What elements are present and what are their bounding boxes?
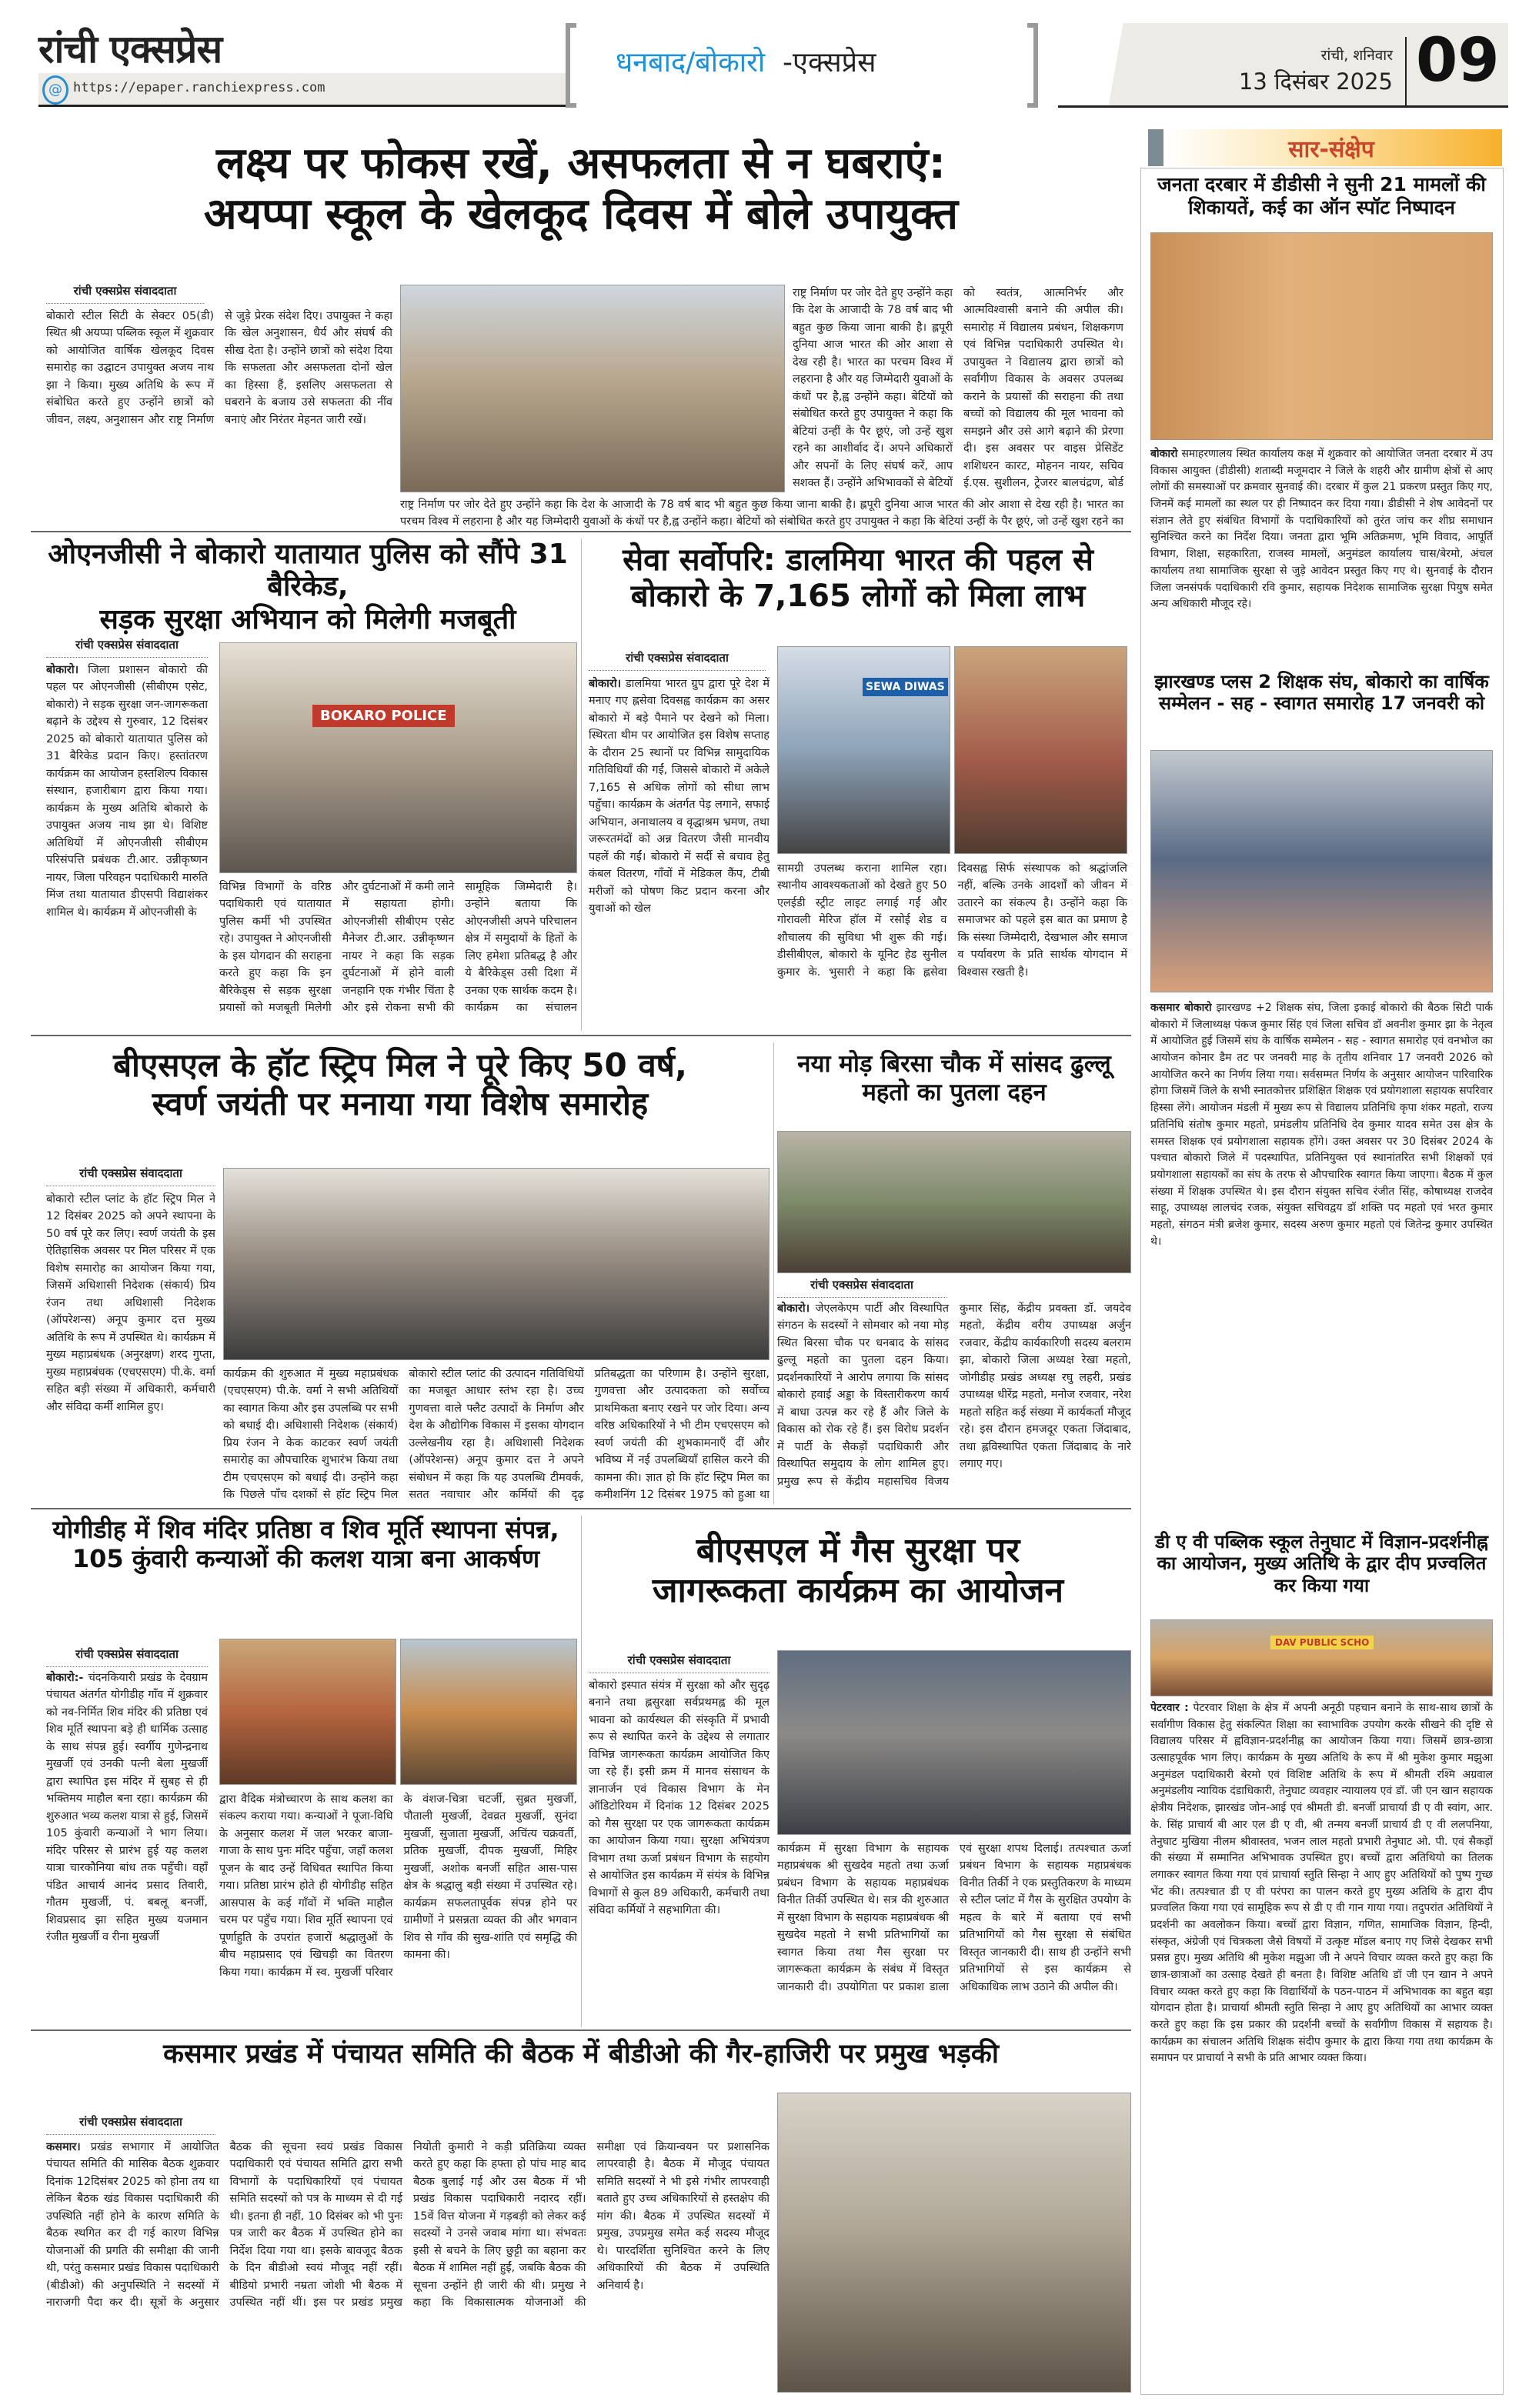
yogidih-byline: रांची एक्सप्रेस संवाददाता — [46, 1646, 208, 1667]
ongc-headline-line1: ओएनजीसी ने बोकारो यातायात पुलिस को सौंपे 31 बैरिकेड, — [48, 539, 568, 603]
sidebar-title: सार-संक्षेप — [1288, 136, 1374, 163]
kasmar-body — [46, 2139, 770, 2396]
divider — [773, 1042, 774, 1504]
ongc-body-2: विभिन्न विभागों के वरिष्ठ पदाधिकारी एवं यातायात पुलिस कर्मी भी उपस्थित रहे। उपायुक्त ने ओएनजीसी के इस योगदान की सराहना करते हुए कहा कि इन बैरिकेड्स से सड़क सुरक्षा प्रयासों को मजबूती मिलेगी और दुर्घटनाओं में कमी लाने में सहायता होगी। ओएनजीसी सीबीएम एसेट मैनेजर टी.आर. उन्नीकृष्णन नायर ने कहा कि सड़क दुर्घटनाओं में होने वाली जनहानि एक गंभीर चिंता है और इसे रोकना सभी की सामूहिक जिम्मेदारी है। उन्होंने बताया कि ओएनजीसी अपने परिचालन क्षेत्र में समुदायों के हितों के लिए हमेशा प्रतिबद्ध है और ये बैरिकेड्स उसी दिशा में उनका एक सार्थक कदम है। कार्यक्रम का संचालन — [219, 881, 577, 1015]
dateline: बोकारो। — [777, 1302, 810, 1315]
nayamod-byline: रांची एक्सप्रेस संवाददाता — [777, 1277, 946, 1298]
divider — [1405, 37, 1407, 106]
yogidih-headline-line2: 105 कुंवारी कन्याओं की कलश यात्रा बना आकर्षण — [72, 1543, 540, 1573]
lead-photo — [400, 285, 785, 492]
hotstrip-headline-line2: स्वर्ण जयंती पर मनाया गया विशेष समारोह — [152, 1084, 649, 1122]
sidebar-story3-photo — [1150, 1619, 1493, 1696]
hotstrip-photo — [223, 1168, 770, 1360]
section-title — [616, 42, 876, 80]
kasmar-byline: रांची एक्सप्रेस संवाददाता — [46, 2114, 215, 2135]
ongc-body-1 — [46, 662, 208, 1023]
lead-headline-line1: लक्ष्य पर फोकस रखें, असफलता से न घबराएं: — [215, 138, 946, 188]
lead-headline-line2: अयप्पा स्कूल के खेलकूद दिवस में बोले उपायुक्त — [203, 189, 959, 240]
section-suffix: -एक्सप्रेस — [783, 47, 876, 78]
yogidih-body-text: चंदनकियारी प्रखंड के देवग्राम पंचायत अंतर्गत योगीडीह गाँव में शुक्रवार को नव-निर्मित शिव मंदिर की प्रतिष्ठा एवं शिव मूर्ति स्थापना बड़े ही धार्मिक उत्साह के साथ संपन्न हुई। स्वर्गीय गुणेन्द्रनाथ मुखर्जी एवं उनकी पत्नी बेला मुखर्जी द्वारा स्थापित इस मंदिर में सुबह से ही भक्तिमय माहौल बना रहा। कार्यक्रम की शुरुआत भव्य कलश यात्रा से हुई, जिसमें 105 कुंवारी कन्याओं ने भाग लिया। मंदिर परिसर से प्रारंभ हुई यह कलश यात्रा चारकौनिया बांध तक पहुँची। वहाँ पंडित आचार्य आनंद प्रसाद तिवारी, गौतम मुखर्जी, पं. बबलू बनर्जी, शिवप्रसाद झा सहित मुख्य यजमान रंजीत मुखर्जी व रीना मुखर्जी — [46, 1672, 208, 1944]
bslgas-headline-line1: बीएसएल में गैस सुरक्षा पर — [696, 1531, 1020, 1570]
sidebar-story1-headline: जनता दरबार में डीडीसी ने सुनी 21 मामलों की शिकायतें, कई का ऑन स्पॉट निष्पादन — [1157, 173, 1486, 218]
hotstrip-body-2: कार्यक्रम की शुरुआत में मुख्य महाप्रबंधक (एचएसएम) पी.के. वर्मा ने सभी अतिथियों का स्वागत किया और इस उपलब्धि पर सभी को बधाई दी। अधिशासी निदेशक (संकार्य) प्रिय रंजन ने केक काटकर स्वर्ण जयंती समारोह का औपचारिक शुभारंभ किया तथा टीम एचएसएम को बधाई दी। उन्होंने कहा कि पिछले पाँच दशकों से हॉट स्ट्रिप मिल बोकारो स्टील प्लांट की उत्पादन गतिविधियों का मजबूत आधार स्तंभ रहा है। उच्च गुणवत्ता वाले फ्लैट उत्पादों के निर्माण और देश के औद्योगिक विकास में इसका योगदान उल्लेखनीय रहा है। अधिशासी निदेशक (ऑपरेशन्स) अनूप कुमार दत्त ने अपने संबोधन में कहा कि यह उपलब्धि टीमवर्क, सतत नवाचार और कर्मियों की दृढ़ प्रतिबद्धता का परिणाम है। उन्होंने सुरक्षा, गुणवत्ता और उत्पादकता को सर्वोच्च प्राथमिकता बनाए रखने पर जोर दिया। अन्य वरिष्ठ अधिकारियों ने भी टीम एचएसएम को स्वर्ण जयंती की शुभकामनाएँ दीं और भविष्य में नई उपलब्धियाँ हासिल करने की कामना की। ज्ञात हो कि हॉट स्ट्रिप मिल का कमीशनिंग 12 दिसंबर 1975 को हुआ था — [223, 1368, 770, 1502]
bracket-left — [566, 23, 576, 108]
lead-byline: रांची एक्सप्रेस संवाददाता — [46, 283, 204, 304]
divider — [31, 1035, 1131, 1036]
yogidih-body-1 — [46, 1669, 208, 2023]
dalmia-photo-2 — [954, 646, 1127, 854]
photo-banner: BOKARO POLICE — [312, 705, 455, 727]
sidebar-story1-photo — [1150, 232, 1493, 440]
ongc-photo — [219, 642, 577, 873]
issue-date: 13 दिसंबर 2025 — [1238, 68, 1393, 95]
photo-banner: SEWA DIWAS — [863, 678, 948, 696]
city-day: रांची, शनिवार — [1320, 47, 1393, 64]
dateline: बोकारो। — [589, 678, 622, 690]
divider — [31, 2029, 1131, 2031]
dalmia-headline — [585, 542, 1131, 615]
ongc-headline-line2: सड़क सुरक्षा अभियान को मिलेगी मजबूती — [99, 603, 516, 635]
bslgas-byline: रांची एक्सप्रेस संवाददाता — [589, 1653, 770, 1673]
divider — [31, 531, 1131, 532]
lead-body-1: बोकारो स्टील सिटी के सेक्टर 05(डी) स्थित श्री अयप्पा पब्लिक स्कूल में शुक्रवार को आयोजित वार्षिक खेलकूद दिवस समारोह का उद्घाटन उपायुक्त अजय नाथ झा ने किया। मुख्य अतिथि के रूप में संबोधित करते हुए उन्होंने छात्रों को जीवन, लक्ष्य, अनुशासन और राष्ट्र निर्माण से जुड़े प्रेरक संदेश दिए। उपायुक्त ने कहा कि खेल अनुशासन, धैर्य और संघर्ष की सीख देता है। उन्होंने छात्रों को संदेश दिया कि सफलता और असफलता दोनों खेल का हिस्सा हैं, इसलिए असफलता से घबराने के बजाय उसे सफलता की नींव बनाएं और निरंतर मेहनत जारी रखें। — [46, 310, 392, 426]
sidebar-story1-text: समाहरणालय स्थित कार्यालय कक्ष में शुक्रवार को आयोजित जनता दरबार में उप विकास आयुक्त (डीडीसी) शताब्दी मजूमदार ने जिले के शहरी और ग्रामीण क्षेत्रों से आए लोगों की समस्याओं पर क्रमवार सुनवाई की। दरबार में कुल 21 प्रकरण प्रस्तुत किए गए, जिनमें कई मामलों का स्थल पर ही निष्पादन कर दिया गया। डीडीसी ने शेष आवेदनों पर संज्ञान लेते हुए संबंधित विभागों के पदाधिकारियों को तुरंत जांच कर शीघ्र समाधान सुनिश्चित करने का निर्देश दिया। जनता द्वारा भूमि अतिक्रमण, भूमि विवाद, आपूर्ति विभाग, शिक्षा, सहकारिता, राजस्व मामलों, अनुमंडल कार्यालय चास/बेरमो, अंचल कार्यालय तथा सामाजिक सुरक्षा से जुड़े आवेदन प्रस्तुत किए गए थे। सुनवाई के दौरान जिला जनसंपर्क पदाधिकारी रवि कुमार, सहायक निदेशक सामाजिक सुरक्षा पियुष समेत अन्य अधिकारी मौजूद रहे। — [1150, 448, 1493, 611]
dateline: बोकारो। — [46, 664, 79, 676]
yogidih-photo-2 — [400, 1639, 577, 1785]
dalmia-body-text: डालमिया भारत ग्रुप द्वारा पूरे देश में मनाए गए ह्लसेवा दिवसह्व कार्यक्रम का असर बोकारो में बड़े पैमाने पर देखने को मिला। स्थिरता थीम पर आयोजित इस विशेष सप्ताह के दौरान 25 स्थानों पर विभिन्न सामुदायिक गतिविधियाँ की गईं, जिससे बोकारो में अकेले 7,165 से अधिक लोगों को सीधा लाभ पहुँचा। कार्यक्रम के अंतर्गत पेड़ लगाने, सफाई अभियान, अनाथालय व वृद्धाश्रम भ्रमण, तथा जरूरतमंदों को अन्न वितरण जैसी मानवीय पहलें की गईं। बोकारो में सर्दी से बचाव हेतु कंबल वितरण, गाँवों में मेडिकल कैंप, टीबी मरीजों को पोषण किट प्रदान करना और युवाओं को खेल — [589, 678, 770, 916]
kasmar-headline: कसमार प्रखंड में पंचायत समिति की बैठक में बीडीओ की गैर-हाजिरी पर प्रमुख भड़की — [163, 2039, 999, 2069]
section-city: धनबाद/बोकारो — [616, 47, 766, 78]
hotstrip-body-1: बोकारो स्टील प्लांट के हॉट स्ट्रिप मिल ने 12 दिसंबर 2025 को अपने स्थापना के 50 वर्ष पूरे कर लिए। स्वर्ण जयंती के इस ऐतिहासिक अवसर पर मिल परिसर में एक विशेष समारोह का आयोजन किया गया, जिसमें अधिशासी निदेशक (संकार्य) प्रिय रंजन तथा अधिशासी निदेशक (ऑपरेशन्स) अनूप कुमार दत्त मुख्य अतिथि के रूप में उपस्थित थे। कार्यक्रम में मुख्य महाप्रबंधक (अनुरक्षण) शरद गुप्ता, मुख्य महाप्रबंधक (एचएसएम) पी.के. वर्मा सहित बड़ी संख्या में अधिकारी, कर्मचारी और संविदा कर्मी शामिल हुए। — [46, 1193, 215, 1413]
epaper-url[interactable]: https://epaper.ranchiexpress.com — [73, 80, 325, 95]
lead-body-2a: राष्ट्र निर्माण पर जोर देते हुए उन्होंने कहा कि देश के आजादी के 78 वर्ष बाद भी बहुत कुछ किया जाना बाकी है। ह्लपूरी दुनिया आज भारत की ओर आशा से देख रही है। भारत का परचम विश्व में लहराना है और यह जिम्मेदारी युवाओं के कंधों पर है,ह्व उन्होंने कहा। बेटियों को संबोधित करते हुए उपायुक्त ने कहा कि बेटियां उन्हीं के पैर छूएं, जो उन्हें खुश रहने का — [400, 499, 1123, 529]
nayamod-body — [777, 1300, 1131, 1504]
dalmia-headline-line1: सेवा सर्वोपरि: डालमिया भारत की पहल से — [623, 542, 1093, 578]
ongc-byline: रांची एक्सप्रेस संवाददाता — [46, 637, 208, 658]
ongc-headline — [38, 539, 577, 636]
bslgas-photo — [777, 1650, 1131, 1835]
sidebar-story3-headline: डी ए वी पब्लिक स्कूल तेनुघाट में विज्ञान-प्रदर्शनीह्न का आयोजन, मुख्य अतिथि के द्वार दीप प्रज्वलित कर किया गया — [1155, 1531, 1488, 1596]
ongc-body-text: जिला प्रशासन बोकारो की पहल पर ओएनजीसी (सीबीएम एसेट, बोकारो) ने सड़क सुरक्षा जन-जागरूकता बढ़ाने के उद्देश्य से गुरुवार, 12 दिसंबर 2025 को बोकारो यातायात पुलिस को 31 बैरिकेड प्रदान किए। हस्तांतरण कार्यक्रम का आयोजन हस्तशिल्प विकास संस्थान, हजारीबाग द्वारा किया गया। कार्यक्रम के मुख्य अतिथि बोकारो के उपायुक्त अजय नाथ झा थे। विशिष्ट अतिथियों में ओएनजीसी सीबीएम परिसंपत्ति प्रबंधक टी.आर. उन्नीकृष्णन नायर, जिला परिवहन पदाधिकारी मारुति मिंज तथा यातायात डीएसपी विद्याशंकर शामिल थे। कार्यक्रम में ओएनजीसी के — [46, 664, 208, 919]
bslgas-body-2: कार्यक्रम में सुरक्षा विभाग के सहायक महाप्रबंधक श्री सुखदेव महतो तथा ऊर्जा प्रबंधन विभाग के सहायक महाप्रबंधक विनीत तिर्की उपस्थित थे। सत्र की शुरुआत में सुरक्षा विभाग के सहायक महाप्रबंधक श्री सुखदेव महतो ने सभी प्रतिभागियों का स्वागत किया तथा गैस सुरक्षा पर जागरूकता कार्यक्रम के संबंध में विस्तृत जानकारी दी। उपयोगिता पर प्रकाश डाला एवं सुरक्षा शपथ दिलाई। तत्पश्चात ऊर्जा प्रबंधन विभाग के सहायक महाप्रबंधक विनीत तिर्की ने एक प्रस्तुतिकरण के माध्यम से स्टील प्लांट में गैस के सुरक्षित उपयोग के महत्व के बारे में बताया एवं सभी प्रतिभागियों को गैस सुरक्षा से संबंधित विस्तृत जानकारी दी। साथ ही उन्होंने सभी प्रतिभागियों से इस कार्यक्रम से अधिकाधिक लाभ उठाने की अपील की। — [777, 1843, 1131, 1993]
lead-body-2: राष्ट्र निर्माण पर जोर देते हुए उन्होंने कहा कि देश के आजादी के 78 वर्ष बाद भी बहुत कुछ किया जाना बाकी है। ह्लपूरी दुनिया आज भारत की ओर आशा से देख रही है। भारत का परचम विश्व में लहराना है और यह जिम्मेदारी युवाओं के कंधों पर है,ह्व उन्होंने कहा। बेटियों को संबोधित करते हुए उपायुक्त ने कहा कि बेटियां उन्हीं के पैर छूएं, जो उन्हें खुश रहने का आशीर्वाद दें। अपने अधिकारों और सपनों के लिए संघर्ष करें, आप सशक्त हैं। उन्होंने अभिभावकों से बेटियों को स्वतंत्र, आत्मनिर्भर और आत्मविश्वासी बनाने की अपील की। समारोह में विद्यालय प्रबंधन, शिक्षकगण एवं विभिन्न पदाधिकारी उपस्थित थे। उपायुक्त ने विद्यालय द्वारा छात्रों को सर्वांगीण विकास के अवसर उपलब्ध कराने के प्रयासों की सराहना की तथा बच्चों को विद्यालय की मूल भावना को समझने और उसे आगे बढ़ाने की प्रेरणा दी। इस अवसर पर वाइस प्रेसिडेंट शशिधरन कारट, मोहनन नायर, सचिव ई.एस. सुशीलन, ट्रेजरर बालचंद्रण, बोर्ड — [793, 287, 1123, 490]
sidebar-story3-body — [1150, 1700, 1493, 2389]
sidebar-story2-headline: झारखण्ड प्लस 2 शिक्षक संघ, बोकारो का वार्षिक सम्मेलन - सह - स्वागत समारोह 17 जनवरी को — [1154, 671, 1489, 715]
yogidih-headline-line1: योगीडीह में शिव मंदिर प्रतिष्ठा व शिव मूर्ति स्थापना संपन्न, — [52, 1515, 559, 1544]
yogidih-headline — [35, 1516, 577, 1574]
dalmia-photo-1 — [777, 646, 950, 854]
dalmia-byline: रांची एक्सप्रेस संवाददाता — [589, 650, 766, 671]
dalmia-headline-line2: बोकारो के 7,165 लोगों को मिला लाभ — [630, 579, 1086, 615]
yogidih-body-2: द्वारा वैदिक मंत्रोच्चारण के साथ कलश का संकल्प कराया गया। कन्याओं ने पूजा-विधि के अनुसार कलश में जल भरकर बाजा-गाजा के साथ पुनः मंदिर पहुँचा, जहाँ कलश पूजन के बाद उन्हें विधिवत स्थापित किया गया। प्रतिष्ठा प्रारंभ होते ही योगीडीह सहित आसपास के कई गाँवों में भक्ति माहौल चरम पर पहुँच गया। शिव मूर्ति स्थापना एवं पूर्णाहुति के उपरांत हजारों श्रद्धालुओं के बीच महाप्रसाद एवं खिचड़ी का वितरण किया गया। कार्यक्रम में स्व. मुखर्जी परिवार के वंशज-चित्रा चटर्जी, सुब्रत मुखर्जी, पौताली मुखर्जी, देवव्रत मुखर्जी, सुनंदा मुखर्जी, सुजाता मुखर्जी, अचिंत्य चक्रवर्ती, प्रतिक मुखर्जी, दीपक मुखर्जी, मिहिर मुखर्जी, अशोक बनर्जी सहित आस-पास क्षेत्र के श्रद्धालु बड़ी संख्या में उपस्थित रहे। कार्यक्रम सफलतापूर्वक संपन्न होने पर ग्रामीणों ने प्रसन्नता व्यक्त की और भगवान शिव से गाँव की सुख-शांति एवं समृद्धि की कामना की। — [219, 1793, 577, 1979]
nayamod-photo — [777, 1131, 1131, 1273]
dalmia-body-2: सामग्री उपलब्ध कराना शामिल रहा। स्थानीय आवश्यकताओं को देखते हुए 50 एलईडी स्ट्रीट लाइट लगाई गईं और गोरावली मेरिज हॉल में रसोई शेड व शौचालय की सुविधा भी शुरू की गई। डीसीबीएल, बोकारो के यूनिट हेड सुनील कुमार के. भुसारी ने कहा कि ह्लसेवा दिवसह्व सिर्फ संस्थापक को श्रद्धांजलि नहीं, बल्कि उनके आदर्शों को जीवन में उतारने का संकल्प है। उन्होंने कहा कि समाजभर को पहले इस बात का प्रमाण है कि संस्था जिम्मेदारी, देखभाल और समाज व पर्यावरण के प्रति सार्थक योगदान में विश्वास रखती है। — [777, 862, 1127, 979]
divider — [581, 539, 582, 1031]
dateline: पेटरवार : — [1150, 1702, 1189, 1714]
hotstrip-headline-line1: बीएसएल के हॉट स्ट्रिप मिल ने पूरे किए 50 वर्ष, — [113, 1046, 687, 1084]
nayamod-headline-line2: महतो का पुतला दहन — [862, 1078, 1047, 1106]
sidebar-story2-photo — [1150, 750, 1493, 992]
dateline: बोकारो:- — [46, 1672, 84, 1684]
globe-icon: @ — [42, 75, 68, 105]
bslgas-headline-line2: जागरूकता कार्यक्रम का आयोजन — [652, 1570, 1064, 1610]
hotstrip-byline: रांची एक्सप्रेस संवाददाता — [46, 1166, 215, 1186]
divider — [581, 1516, 582, 2027]
bslgas-headline — [585, 1531, 1131, 1611]
lead-headline — [31, 138, 1131, 240]
newspaper-logo: रांची एक्सप्रेस — [38, 27, 222, 72]
nayamod-headline-line1: नया मोड़ बिरसा चौक में सांसद ढुल्लू — [797, 1050, 1111, 1078]
sidebar-story3-text: पेटरवार शिक्षा के क्षेत्र में अपनी अनूठी पहचान बनाने के साथ-साथ छात्रों के सर्वांगीण विकास हेतु संकल्पित शिक्षा का स्वाभाविक उपयोग करके सीखने की दृष्टि से विद्यालय परिसर में ह्वविज्ञान-प्रदर्शनीह्न का आयोजन किया गया। जिसमें छात्र-छात्रा उत्साहपूर्वक भाग लिए। कार्यक्रम के मुख्य अतिथि के रूप में श्री मुकेश कुमार मझुआ अनुमंडल पदाधिकारी बेरमो एवं विशिष्ट अतिथि के रूप में श्रीमती रश्मि अग्रवाल अनुमंडलीय न्यायिक दंडाधिकारी, तेनुघाट व्यवहार न्यायालय एवं डॉ. जी एन खान सहायक क्षेत्रीय निदेशक, झारखंड जोन-आई एवं श्रीमती डी. बनर्जी प्राचार्या डी ए वी स्वांग, आर. के. सिंह प्राचार्य बी आर एल डी ए वी, श्री तन्मय बनर्जी प्राचार्य डी ए वी ललपनिया, तेनुघाट मुखिया नीलम श्रीवास्तव, भजन लाल महतो प्रभारी तेनुघाट ओ. पी. एवं सैकड़ों की संख्या में सम्मानित अभिभावक उपस्थित हुए। बच्चों द्वारा अतिथियो का तिलक लगाकर स्वागत किया गया एवं प्राचार्या स्तुति सिन्हा ने आए हुए अतिथियों को पुष्प गुच्छ भेंट की। तत्पश्चात डी ए वी परंपरा का पालन करते हुए मुख्य अतिथि के द्वारा दीप प्रज्वलित किया गया एवं सामूहिक रूप से डी ए वी गान गाया गया। तदुपरांत अतिथियों ने प्रदर्शनी का अवलोकन किया। बच्चों द्वारा विज्ञान, गणित, सामाजिक विज्ञान, हिन्दी, संस्कृत, अंग्रेजी एवं चित्रकला जैसे विषयों में उत्कृष्ट मॉडल बनाए गए जिसे देखकर सभी प्रसन्न हुए। मुख्य अतिथि श्री मुकेश मझुआ जी ने अपने विचार व्यक्त करते हुए कहा कि छात्र-छात्राओं का उत्साह देखते ही बनता है। विशिष्ट अतिथि डॉ जी एन खान ने अपने विचार व्यक्त करते हुए कहा कि विद्यार्थियों के पठन-पाठन में अभिभावक का बहुत बड़ा योगदान होता है। प्राचार्या श्रीमती स्तुति सिन्हा ने आए हुए अतिथियों का आभार व्यक्त करते हुए कहा कि इस प्रकार की प्रदर्शनी बच्चों के सर्वांगीण विकास में सहायक है। कार्यक्रम का संचालन अतिथि शिक्षक संदीप कुमार के द्वारा किया गया तथा कार्यक्रम के समापन पर प्राचार्या ने सभी के प्रति आभार व्यक्त किया। — [1150, 1702, 1493, 2065]
sidebar-story1-body — [1150, 446, 1493, 665]
bslgas-body-1: बोकारो इस्पात संयंत्र में सुरक्षा को और सुदृढ़ बनाने तथा ह्लसुरक्षा सर्वप्रथमह्व की मूल भावना को कार्यस्थल की संस्कृति में प्रभावी रूप से स्थापित करने के उद्देश्य से लगातार विभिन्न जागरूकता कार्यक्रम आयोजित किए जा रहे हैं। इसी क्रम में मानव संसाधन के ज्ञानार्जन एवं विकास विभाग के मेन ऑडिटोरियम में दिनांक 12 दिसंबर 2025 को गैस सुरक्षा पर एक जागरूकता कार्यक्रम का आयोजन किया गया। सुरक्षा अभियंत्रण विभाग तथा ऊर्जा प्रबंधन विभाग के सहयोग से आयोजित इस कार्यक्रम में संयंत्र के विभिन्न विभागों से कुल 89 अधिकारी, कर्मचारी तथा संविदा कर्मियों ने सहभागिता की। — [589, 1679, 770, 1917]
kasmar-photo — [777, 2093, 1131, 2393]
dalmia-body-1 — [589, 675, 770, 1026]
kasmar-body-text: प्रखंड सभागार में आयोजित पंचायत समिति की मासिक बैठक शुक्रवार दिनांक 12दिसंबर 2025 को होना तय था लेकिन बैठक खंड विकास पदाधिकारी की उपस्थिति नहीं होने के कारण समिति के बैठक स्थगित कर दी गई कारण विभिन्न योजनाओं की प्रगति की समीक्षा की जानी थी, परंतु कसमार प्रखंड विकास पदाधिकारी (बीडीओ) की अनुपस्थिति ने सदस्यों में नाराजगी पैदा कर दी। सूत्रों के अनुसार बैठक की सूचना स्वयं प्रखंड विकास पदाधिकारी एवं पंचायत समिति द्वारा सभी विभागों के पदाधिकारियों एवं पंचायत समिति सदस्यों को पत्र के माध्यम से दी गई थी। इतना ही नहीं, 10 दिसंबर को भी पुनः पत्र जारी कर बैठक में उपस्थित होने का निर्देश दिया गया था। इसके बावजूद बैठक के दिन बीडीओ स्वयं मौजूद नहीं रहीं। बीडियो प्रभारी नम्रता जोशी भी बैठक में उपस्थित नहीं थीं। इस पर प्रखंड प्रमुख नियोती कुमारी ने कड़ी प्रतिक्रिया व्यक्त करते हुए कहा कि हफ्ता हो पांच माह बाद बैठक बुलाई गई और उस बैठक में भी प्रखंड विकास पदाधिकारी नदारद रहीं। 15वें वित्त योजना में गड़बड़ी को लेकर कई सदस्यों ने उनसे जवाब मांगा था। संभवतः इसी से बचने के लिए छुट्टी का बहाना कर बैठक में शामिल नहीं हुईं, जबकि बैठक की सूचना उन्होंने ही जारी की थी। प्रमुख ने कहा कि विकासात्मक योजनाओं की समीक्षा एवं क्रियान्वयन पर प्रशासनिक लापरवाही है। बैठक में मौजूद पंचायत समिति सदस्यों ने भी इसे गंभीर लापरवाही बताते हुए उच्च अधिकारियों से हस्तक्षेप की मांग की। बैठक में उपस्थित सदस्यों में प्रमुख, उपप्रमुख समेत कई सदस्य मौजूद थे। पारदर्शिता सुनिश्चित करने के लिए अधिकारियों की बैठक में उपस्थिति अनिवार्य है। — [46, 2141, 770, 2310]
bracket-right — [1027, 23, 1038, 108]
hotstrip-headline — [31, 1046, 770, 1122]
sidebar-story2-body — [1150, 1000, 1493, 1527]
dateline: कसमार। — [46, 2141, 81, 2153]
sidebar-story2-text: झारखण्ड +2 शिक्षक संघ, जिला इकाई बोकारो की बैठक सिटी पार्क बोकारो में जिलाध्यक्ष पंकज कुमार सिंह एवं जिला सचिव डॉ अवनीश कुमार झा के नेतृत्व में आयोजित हुई जिसमें संघ के वार्षिक सम्मेलन - सह - स्वागत समारोह एवं वनभोज का आयोजन कोनार डैम तट पर जनवरी माह के तृतीय शनिवार 17 जनवरी 2026 को आयोजित करने का निर्णय लिया गया। सर्वसम्मत निर्णय के अनुसार आयोजन पारिवारिक होगा जिसमें जिले के सभी स्नातकोत्तर प्रशिक्षित शिक्षक एवं प्रयोगशाला सहायक सपरिवार हिस्सा लेंगे। आयोजन मंडली में मुख्य रूप से विद्यालय प्रतिनिधि कृपा शंकर महतो, राज्य प्रतिनिधि संतोष कुमार महतो, प्रमंडलीय प्रतिनिधि देव कुमार यादव समेत उस क्षेत्र के समस्त शिक्षक एवं प्रयोगशाला सहायक होंगे। उक्त अवसर पर 30 दिसंबर 2024 के पश्चात बोकारो जिले में पदस्थापित, प्रतिनियुक्त एवं स्थानांतरित सभी शिक्षकों एवं प्रयोगशाला सहायकों का संघ के तरफ से औपचारिक स्वागत किया जाएगा। बैठक में कुल संख्या में शिक्षक उपस्थित थे। इस दौरान संयुक्त सचिव रंजीत सिंह, कोषाध्यक्ष राजदेव साहू, उपाध्यक्ष लालचंद रजक, संयुक्त सचिवद्वय डॉ शक्ति पद महतो एवं भरत कुमार महतो, संगठन मंत्री ब्रजेश कुमार, सदस्य अरुण कुमार महतो एवं जितेन्द्र कुमार उपस्थित थे। — [1150, 1002, 1493, 1248]
photo-banner: DAV PUBLIC SCHO — [1270, 1636, 1374, 1649]
dateline: बोकारो — [1150, 448, 1178, 460]
yogidih-photo-1 — [219, 1639, 396, 1785]
dateline: कसमार बोकारो — [1150, 1002, 1212, 1014]
nayamod-headline — [777, 1050, 1131, 1106]
page-number: 09 — [1416, 26, 1500, 95]
nayamod-body-text: जेएलकेएम पार्टी और विस्थापित संगठन के सदस्यों ने सोमवार को नया मोड़ स्थित बिरसा चौक पर धनबाद के सांसद ढुल्लू महतो का पुतला दहन किया। प्रदर्शनकारियों ने आरोप लगाया कि सांसद बोकारो हवाई अड्डा के विस्तारीकरण कार्य में बाधा उत्पन्न कर रहे हैं और जिले के विकास को रोक रहे हैं। इस विरोध प्रदर्शन में पार्टी के सैकड़ों पदाधिकारी और विस्थापित समुदाय के लोग शामिल हुए। प्रमुख रूप से केंद्रीय महासचिव विजय कुमार सिंह, केंद्रीय प्रवक्ता डॉ. जयदेव महतो, केंद्रीय वरीय उपाध्यक्ष अर्जुन रजवार, केंद्रीय कार्यकारिणी सदस्य बलराम झा, बोकारो जिला अध्यक्ष रेखा महतो, जोगीडीह प्रखंड अध्यक्ष रघु लहरी, प्रखंड उपाध्यक्ष धीरेंद्र महतो, मनोज रजवार, नरेश महतो सहित कई संख्या में कार्यकर्ता मौजूद रहे। इस दौरान हमजदूर एकता जिंदाबाद, तथा ह्लविस्थापित एकता जिंदाबाद के नारे लगाए गए। — [777, 1302, 1131, 1488]
divider — [31, 1508, 1131, 1509]
